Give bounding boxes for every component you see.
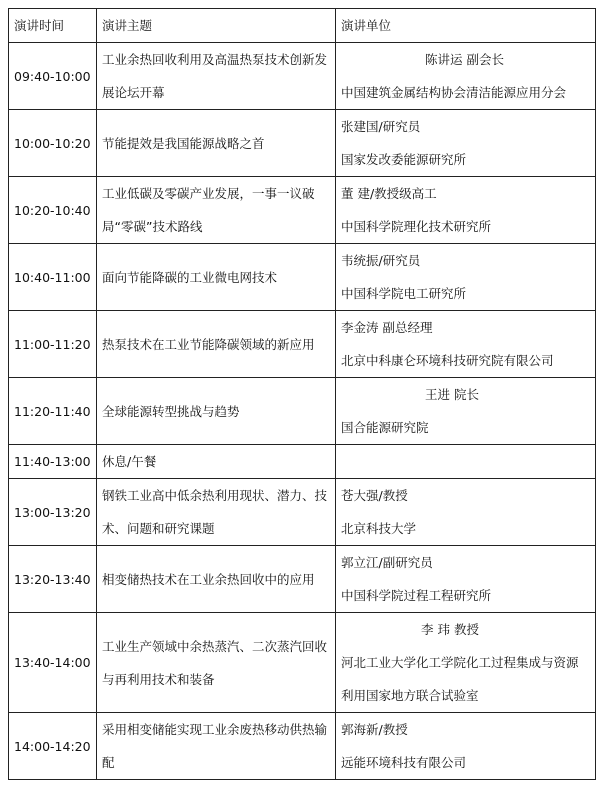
time-cell: 13:40-14:00 — [9, 613, 97, 713]
org-cell — [336, 713, 596, 780]
table-row — [9, 713, 596, 780]
time-cell: 10:00-10:20 — [9, 110, 97, 177]
topic-text: 面向节能降碳的工业微电网技术 — [102, 269, 278, 285]
org-cell — [336, 110, 596, 177]
time-cell: 14:00-14:20 — [9, 713, 97, 780]
topic-text: 钢铁工业高中低余热利用现状、潜力、技术、问题和研究课题 — [102, 488, 328, 536]
topic-cell — [97, 713, 336, 780]
table-row — [9, 378, 596, 445]
topic-text: 工业余热回收利用及高温热泵技术创新发展论坛开幕 — [102, 52, 328, 100]
time-cell: 13:20-13:40 — [9, 546, 97, 613]
topic-text: 热泵技术在工业节能降碳领域的新应用 — [102, 336, 315, 352]
table-row — [9, 177, 596, 244]
speaker-text: 郭立江/副研究员 — [341, 555, 433, 570]
topic-cell — [97, 445, 336, 479]
speaker-text: 王进 院长 — [425, 387, 479, 402]
org-cell — [336, 311, 596, 378]
topic-text: 采用相变储能实现工业余废热移动供热输配 — [102, 722, 328, 770]
topic-cell — [97, 177, 336, 244]
org-text: 中国科学院过程工程研究所 — [341, 588, 492, 603]
topic-cell — [97, 311, 336, 378]
org-text: 中国科学院电工研究所 — [341, 286, 467, 301]
org-text: 中国科学院理化技术研究所 — [341, 219, 492, 234]
org-cell — [336, 177, 596, 244]
org-text: 北京科技大学 — [341, 521, 417, 536]
table-row — [9, 311, 596, 378]
topic-cell — [97, 378, 336, 445]
speaker-text: 苍大强/教授 — [341, 488, 408, 503]
time-cell: 13:00-13:20 — [9, 479, 97, 546]
time-cell: 11:20-11:40 — [9, 378, 97, 445]
topic-text: 工业低碳及零碳产业发展，一事一议破局“零碳”技术路线 — [102, 186, 315, 234]
topic-cell — [97, 110, 336, 177]
speaker-text: 董 建/教授级高工 — [341, 186, 437, 201]
time-cell: 11:40-13:00 — [9, 445, 97, 479]
speaker-text: 李金涛 副总经理 — [341, 320, 433, 335]
time-cell: 11:00-11:20 — [9, 311, 97, 378]
topic-cell — [97, 546, 336, 613]
topic-cell — [97, 244, 336, 311]
org-text: 国家发改委能源研究所 — [341, 152, 467, 167]
topic-text: 休息/午餐 — [102, 454, 157, 469]
org-cell — [336, 378, 596, 445]
org-cell — [336, 479, 596, 546]
topic-cell — [97, 613, 336, 713]
agenda-table — [8, 8, 596, 780]
org-cell — [336, 445, 596, 479]
org-text: 中国建筑金属结构协会清洁能源应用分会 — [341, 85, 567, 100]
topic-cell — [97, 479, 336, 546]
speaker-text: 张建国/研究员 — [341, 119, 421, 134]
table-row — [9, 244, 596, 311]
time-cell: 10:40-11:00 — [9, 244, 97, 311]
header-topic: 演讲主题 — [97, 9, 336, 43]
org-cell — [336, 43, 596, 110]
topic-text: 工业生产领域中余热蒸汽、二次蒸汽回收与再利用技术和装备 — [102, 638, 328, 687]
topic-cell — [97, 43, 336, 110]
header-org: 演讲单位 — [336, 9, 596, 43]
table-row — [9, 613, 596, 713]
speaker-text: 韦统振/研究员 — [341, 253, 421, 268]
speaker-text: 李 玮 教授 — [421, 622, 479, 637]
org-cell — [336, 244, 596, 311]
speaker-text: 陈讲运 副会长 — [425, 52, 504, 67]
org-text: 河北工业大学化工学院化工过程集成与资源利用国家地方联合试验室 — [341, 655, 579, 703]
org-cell — [336, 546, 596, 613]
time-cell: 10:20-10:40 — [9, 177, 97, 244]
table-row — [9, 445, 596, 479]
org-text: 国合能源研究院 — [341, 420, 429, 435]
table-row — [9, 43, 596, 110]
org-text: 远能环境科技有限公司 — [341, 755, 467, 770]
topic-text: 相变储热技术在工业余热回收中的应用 — [102, 571, 315, 587]
header-row — [9, 9, 596, 43]
org-cell — [336, 613, 596, 713]
header-time: 演讲时间 — [9, 9, 97, 43]
topic-text: 全球能源转型挑战与趋势 — [102, 403, 240, 419]
table-row — [9, 110, 596, 177]
topic-text: 节能提效是我国能源战略之首 — [102, 135, 265, 151]
speaker-text: 郭海新/教授 — [341, 722, 408, 737]
org-text: 北京中科康仑环境科技研究院有限公司 — [341, 353, 554, 368]
time-cell: 09:40-10:00 — [9, 43, 97, 110]
table-row — [9, 546, 596, 613]
table-row — [9, 479, 596, 546]
